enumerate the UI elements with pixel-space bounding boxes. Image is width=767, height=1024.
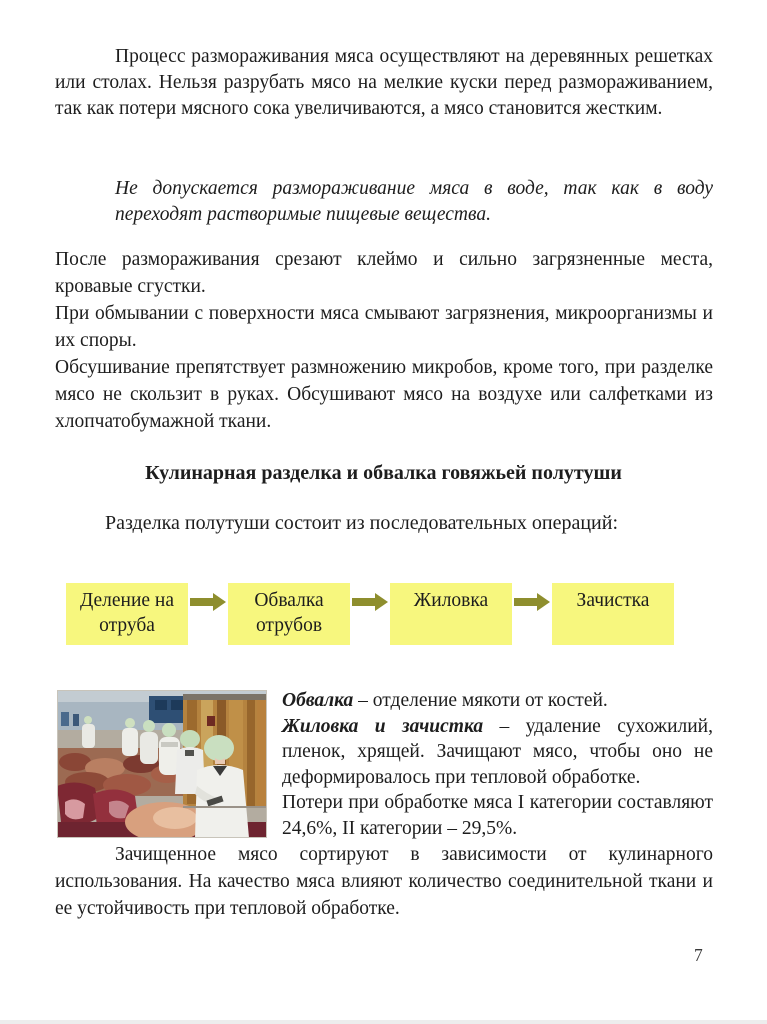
flow-arrow-icon <box>352 593 388 611</box>
definition-deboning: Обвалка – отделение мякоти от костей. <box>282 690 608 711</box>
paragraph-defrosting: Процесс размораживания мяса осуществляют на деревянных решетках или столах. Нельзя разрубать мясо на мелкие куски перед размораживанием, так как потери мясного сока увеличиваются, а мясо становится жестким. <box>55 46 713 119</box>
meat-workshop-photo <box>57 690 267 838</box>
flow-step-division: Деление на отруба <box>66 583 188 645</box>
flow-step-deboning: Обвалка отрубов <box>228 583 350 645</box>
paragraph-block <box>55 246 713 435</box>
flow-step-trimming: Жиловка <box>390 583 512 645</box>
paragraph-losses: Потери при обработке мяса I категории составляют 24,6%, II категории – 29,5%. <box>282 792 713 839</box>
subheading-operations: Разделка полутуши состоит из последовательных операций: <box>105 512 619 534</box>
paragraph-drying: Обсушивание препятствует размножению микробов, кроме того, при разделке мясо не скользит в руках. Обсушивают мясо на воздухе или салфетками из хлопчатобумажной ткани. <box>55 357 713 432</box>
flow-arrow-icon <box>190 593 226 611</box>
flow-arrow-icon <box>514 593 550 611</box>
page-number: 7 <box>694 945 703 965</box>
definition-deboning-term: Обвалка <box>282 690 354 711</box>
paragraph-washing: При обмывании с поверхности мяса смывают загрязнения, микроорганизмы и их споры. <box>55 303 713 351</box>
section-heading: Кулинарная разделка и обвалка говяжьей полутуши <box>145 462 622 484</box>
paragraph-note-italic: Не допускается размораживание мяса в воде, так как в воду переходят растворимые пищевые вещества. <box>115 178 713 225</box>
paragraph-after-defrosting: После размораживания срезают клеймо и сильно загрязненные места, кровавые сгустки. <box>55 249 713 297</box>
definition-trimming-term: Жиловка и зачистка <box>282 715 484 737</box>
flow-step-cleaning: Зачистка <box>552 583 674 645</box>
media-text-block <box>282 688 713 841</box>
page-bottom-border <box>0 1020 767 1024</box>
closing-paragraph: Зачищенное мясо сортируют в зависимости от кулинарного использования. На качество мяса влияют количество соединительной ткани и ее устойчивость при тепловой обработке. <box>55 844 713 919</box>
definition-trimming: Жиловка и зачистка – удаление сухожилий, пленок, хрящей. Зачищают мясо, чтобы оно не деформировалось при тепловой обработке. <box>282 715 713 788</box>
